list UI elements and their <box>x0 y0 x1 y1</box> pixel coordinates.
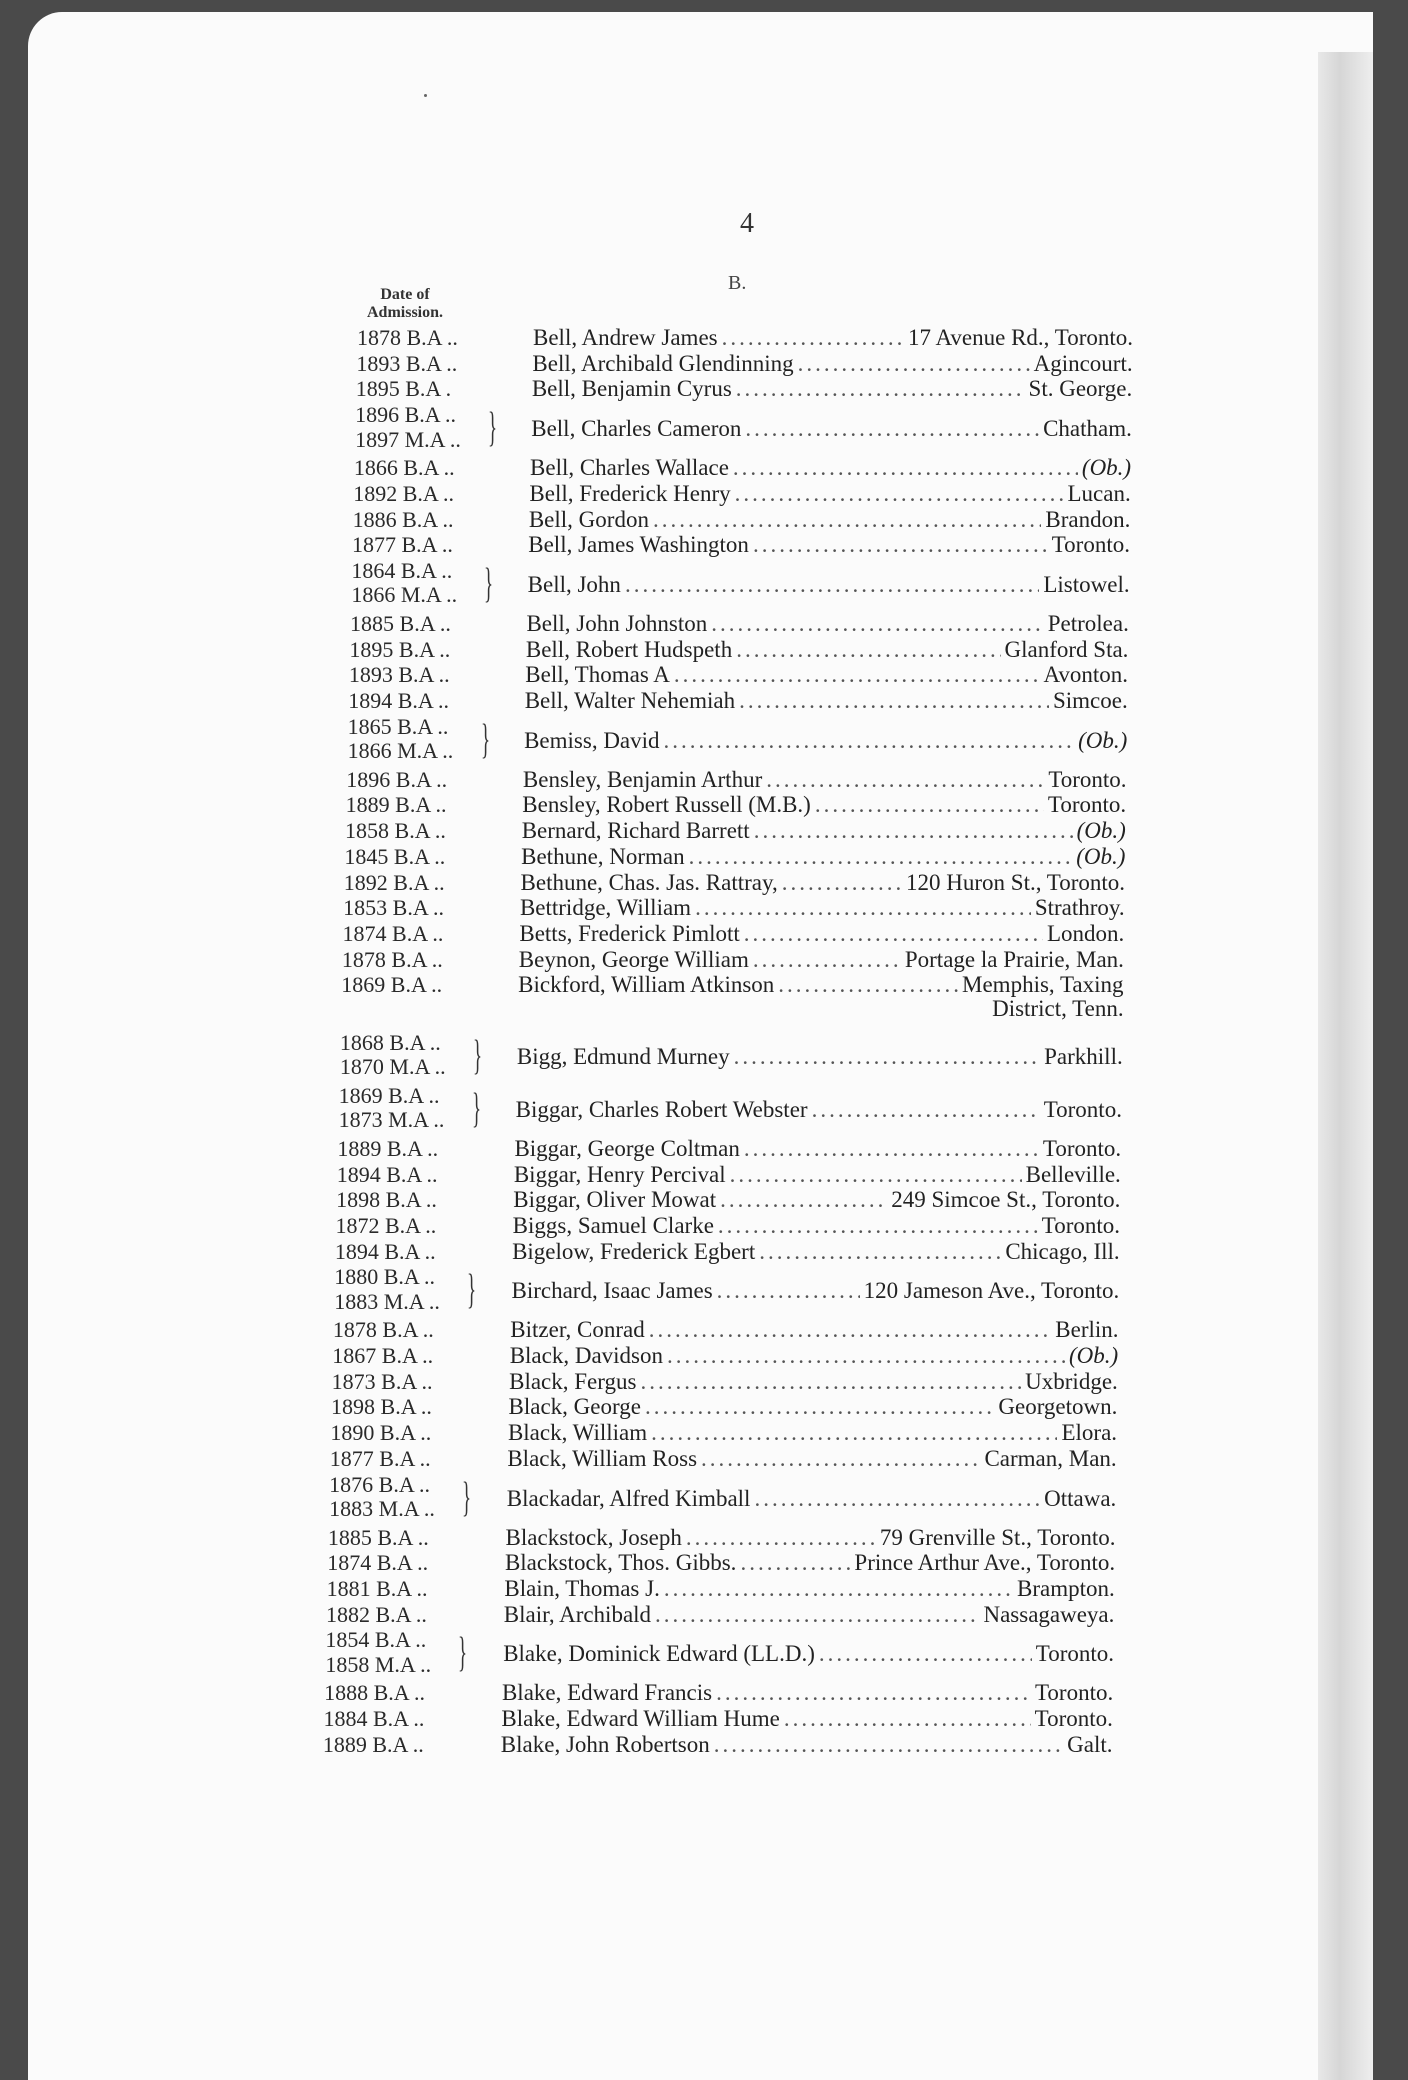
residence: 79 Grenville St., Toronto. <box>879 1524 1116 1550</box>
page-edge-shadow <box>1318 52 1373 2080</box>
admission-dates <box>336 1188 437 1213</box>
leader-dots <box>686 1525 876 1551</box>
residence: Strathroy. <box>1034 895 1125 921</box>
leader-dots <box>655 1602 979 1628</box>
admission-date: 1895 B.A .. <box>349 636 451 662</box>
admission-dates <box>343 896 444 921</box>
residence: Carman, Man. <box>984 1445 1117 1471</box>
leader-dots <box>718 1213 1038 1239</box>
leader-dots <box>740 1550 850 1576</box>
graduate-name: Bethune, Norman <box>521 843 685 869</box>
admission-date: 1890 B.A .. <box>330 1420 432 1446</box>
admission-dates <box>346 768 447 793</box>
admission-dates <box>327 1577 428 1602</box>
admission-date: 1866 M.A .. <box>347 738 454 764</box>
admission-date: 1888 B.A .. <box>324 1680 425 1706</box>
leader-dots <box>667 1343 1065 1369</box>
leader-dots <box>674 662 1040 688</box>
admission-dates <box>341 973 442 998</box>
admission-date: 1892 B.A .. <box>353 480 455 506</box>
leader-dots <box>736 637 1000 663</box>
residence: (Ob.) <box>1076 818 1126 844</box>
residence: Parkhill. <box>1044 1043 1123 1069</box>
entry-line <box>507 1486 1117 1512</box>
leader-dots <box>819 1641 1032 1667</box>
admission-dates <box>331 1395 432 1420</box>
admission-date: 1889 B.A .. <box>337 1135 439 1161</box>
admission-dates <box>329 1473 435 1522</box>
entry-line <box>531 416 1132 442</box>
graduate-name: Bell, John <box>527 571 621 597</box>
residence: (Ob.) <box>1068 1343 1119 1369</box>
leader-dots <box>717 1278 860 1304</box>
admission-date: 1853 B.A .. <box>343 895 445 921</box>
graduate-name: Bell, Frederick Henry <box>529 480 731 506</box>
residence: Georgetown. <box>998 1394 1118 1420</box>
admission-date: 1895 B.A . <box>355 376 452 402</box>
admission-date: 1881 B.A .. <box>326 1575 428 1601</box>
leader-dots <box>716 1680 1031 1706</box>
graduate-name: Blackadar, Alfred Kimball <box>506 1485 751 1511</box>
admission-date: 1893 B.A .. <box>348 662 450 688</box>
entry-line <box>522 792 1126 818</box>
graduate-name: Bell, Walter Nehemiah <box>524 688 736 713</box>
entry-line <box>517 1044 1123 1070</box>
entry-line <box>509 1394 1118 1420</box>
residence: (Ob.) <box>1078 727 1128 753</box>
admission-date: 1885 B.A .. <box>327 1524 429 1550</box>
leader-dots <box>784 1706 1031 1732</box>
graduate-name: Bell, Robert Hudspeth <box>525 636 733 662</box>
entry-line <box>504 1576 1114 1602</box>
graduate-name: Blair, Archibald <box>503 1601 652 1627</box>
admission-date: 1873 M.A .. <box>338 1107 445 1133</box>
admission-dates <box>353 508 454 533</box>
admission-date: 1885 B.A .. <box>350 610 451 636</box>
graduate-name: Black, George <box>508 1394 641 1420</box>
admission-date: 1872 B.A .. <box>335 1212 437 1238</box>
admission-dates <box>323 1707 424 1732</box>
graduate-name: Blake, John Robertson <box>500 1731 710 1757</box>
residence: Ottawa. <box>1044 1485 1117 1511</box>
entry-line <box>525 688 1128 714</box>
brace-icon: } <box>471 1085 481 1132</box>
entry-line <box>509 1369 1118 1395</box>
residence: (Ob.) <box>1081 455 1132 481</box>
graduate-name: Blake, Dominick Edward (LL.D.) <box>503 1641 815 1667</box>
graduate-name: Bigelow, Frederick Egbert <box>512 1238 756 1264</box>
leader-dots <box>753 947 901 973</box>
admission-date: 1869 B.A .. <box>338 1082 440 1108</box>
leader-dots <box>739 688 1049 714</box>
admission-date: 1894 B.A .. <box>348 688 450 713</box>
residence: Toronto. <box>1035 1641 1115 1667</box>
leader-dots <box>730 1162 1022 1188</box>
admission-date: 1889 B.A .. <box>322 1731 424 1757</box>
leader-dots <box>782 870 902 896</box>
entry-line <box>514 1136 1121 1162</box>
graduate-name: Biggar, Oliver Mowat <box>513 1187 717 1213</box>
leader-dots <box>722 325 904 351</box>
admission-dates <box>345 819 446 844</box>
leader-dots <box>812 1097 1040 1123</box>
admission-dates <box>356 352 457 377</box>
entry-line <box>514 1162 1121 1188</box>
entry-line <box>502 1680 1113 1706</box>
residence: Brampton. <box>1017 1575 1115 1601</box>
admission-date: 1898 B.A .. <box>336 1187 437 1213</box>
admission-dates <box>344 871 445 896</box>
admission-date: 1878 B.A .. <box>332 1317 434 1343</box>
admission-date: 1878 B.A .. <box>341 946 443 972</box>
admission-date: 1845 B.A .. <box>344 843 446 869</box>
admission-dates <box>357 326 458 351</box>
residence: Petrolea. <box>1047 610 1129 636</box>
graduate-name: Bettridge, William <box>519 895 692 921</box>
leader-dots <box>640 1369 1021 1395</box>
admission-date: 1880 B.A .. <box>334 1264 436 1290</box>
leader-dots <box>754 1486 1040 1512</box>
admission-dates <box>324 1681 425 1706</box>
paper-speck <box>424 94 427 97</box>
graduate-name: Bell, James Washington <box>528 532 749 558</box>
admission-dates <box>354 456 455 481</box>
graduate-name: Bell, Gordon <box>528 506 649 532</box>
entry-line <box>524 728 1127 754</box>
admission-dates <box>330 1421 431 1446</box>
residence: Galt. <box>1067 1731 1113 1757</box>
entry-line <box>529 481 1130 507</box>
section-letter: B. <box>728 272 747 294</box>
leader-dots <box>745 416 1039 442</box>
graduate-name: Birchard, Isaac James <box>511 1278 713 1304</box>
residence: Chicago, Ill. <box>1005 1238 1120 1264</box>
brace-icon: } <box>488 405 498 452</box>
leader-dots <box>753 532 1048 558</box>
admission-dates <box>353 482 454 507</box>
entry-line <box>512 1239 1120 1265</box>
leader-dots <box>711 611 1043 637</box>
leader-dots <box>744 1136 1039 1162</box>
admission-dates <box>332 1370 433 1395</box>
leader-dots <box>701 1446 980 1472</box>
residence: Toronto. <box>1047 792 1127 818</box>
graduate-name: Bitzer, Conrad <box>510 1317 645 1343</box>
leader-dots <box>733 455 1078 481</box>
admission-date: 1864 B.A .. <box>351 557 453 583</box>
graduate-name: Blackstock, Joseph <box>505 1524 682 1550</box>
residence: Listowel. <box>1043 571 1130 597</box>
graduate-name: Black, William <box>507 1420 648 1446</box>
leader-dots <box>815 792 1044 818</box>
admission-dates <box>342 948 443 973</box>
admission-dates <box>333 1318 434 1343</box>
graduate-name: Blake, Edward Francis <box>501 1680 713 1706</box>
admission-dates <box>350 612 451 637</box>
brace-icon: } <box>480 716 490 763</box>
graduate-name: Bell, Andrew James <box>533 325 718 350</box>
admission-dates <box>349 663 450 688</box>
entry-line <box>508 1420 1117 1446</box>
admission-date: 1896 B.A .. <box>355 402 456 428</box>
brace-icon: } <box>462 1474 472 1521</box>
admission-date: 1883 M.A .. <box>334 1288 440 1314</box>
admission-date: 1865 B.A .. <box>347 713 449 739</box>
graduate-name: Bemiss, David <box>524 727 660 753</box>
leader-dots <box>720 1187 887 1213</box>
entry-line <box>526 637 1129 663</box>
admission-date: 1897 M.A .. <box>355 426 461 452</box>
entry-line <box>522 818 1126 844</box>
admission-date: 1867 B.A .. <box>332 1343 434 1369</box>
admission-date: 1866 M.A .. <box>351 582 458 608</box>
admission-dates <box>334 1265 440 1314</box>
graduate-name: Bell, Charles Wallace <box>530 455 729 481</box>
entry-line <box>505 1550 1115 1576</box>
leader-dots <box>754 818 1073 844</box>
entry-line <box>501 1732 1113 1758</box>
brace-icon: } <box>458 1630 468 1677</box>
residence: Glanford Sta. <box>1004 636 1129 662</box>
brace-icon: } <box>484 560 494 607</box>
residence: Prince Arthur Ave., Toronto. <box>854 1550 1116 1576</box>
residence: Toronto. <box>1034 1706 1113 1732</box>
residence: Toronto. <box>1048 766 1127 792</box>
graduate-name: Beynon, George William <box>518 946 749 972</box>
entry-line <box>501 1706 1112 1732</box>
residence: Portage la Prairie, Man. <box>904 946 1124 972</box>
graduate-name: Black, Fergus <box>509 1368 637 1394</box>
admission-dates <box>348 715 454 764</box>
admission-date: 1877 B.A .. <box>329 1445 431 1471</box>
admission-date: 1894 B.A .. <box>336 1161 438 1187</box>
graduate-name: Biggs, Samuel Clarke <box>512 1212 714 1238</box>
graduate-name: Bensley, Robert Russell (M.B.) <box>522 792 811 818</box>
column-header-date-of-admission: Date of Admission. <box>366 286 444 321</box>
graduate-name: Blain, Thomas J. <box>504 1575 660 1601</box>
graduate-name: Bell, Archibald Glendinning <box>532 350 794 376</box>
leader-dots <box>798 351 1030 377</box>
admission-date: 1858 M.A .. <box>325 1651 432 1677</box>
residence: Berlin. <box>1055 1317 1119 1343</box>
admission-date: 1878 B.A .. <box>357 325 458 350</box>
admission-date: 1882 B.A .. <box>326 1601 427 1627</box>
admission-dates <box>328 1526 429 1551</box>
admission-date: 1896 B.A .. <box>346 766 448 792</box>
residence: London. <box>1047 920 1125 946</box>
admission-date: 1858 B.A .. <box>345 818 446 844</box>
admission-dates <box>355 403 461 452</box>
graduate-name: Bell, Thomas A <box>525 662 670 688</box>
leader-dots <box>653 507 1041 533</box>
entry-line <box>528 532 1130 558</box>
leader-dots <box>759 1239 1001 1265</box>
residence: Nassagaweya. <box>983 1601 1115 1627</box>
leader-dots <box>649 1317 1052 1343</box>
leader-dots <box>664 1576 1013 1602</box>
admission-dates <box>356 377 451 402</box>
entry-line <box>533 325 1133 351</box>
admission-dates <box>351 559 457 608</box>
leader-dots <box>744 921 1043 947</box>
residence: 120 Huron St., Toronto. <box>906 869 1126 895</box>
graduate-name: Black, Davidson <box>509 1343 663 1369</box>
residence: Toronto. <box>1042 1135 1122 1161</box>
residence-continuation: District, Tenn. <box>992 996 1124 1022</box>
residence: Toronto. <box>1051 532 1130 558</box>
admission-date: 1893 B.A .. <box>356 350 458 376</box>
admission-date: 1898 B.A .. <box>331 1394 432 1420</box>
admission-dates <box>339 1084 445 1133</box>
residence: Toronto. <box>1034 1680 1114 1706</box>
page-number: 4 <box>740 208 754 239</box>
admission-date: 1873 B.A .. <box>331 1368 433 1394</box>
residence: Chatham. <box>1043 416 1132 442</box>
admission-dates <box>325 1628 431 1677</box>
graduate-name: Bethune, Chas. Jas. Rattray, <box>520 869 778 895</box>
admission-date: 1889 B.A .. <box>345 792 447 818</box>
residence: Agincourt. <box>1033 350 1133 376</box>
admission-dates <box>348 689 449 714</box>
admission-dates <box>346 793 447 818</box>
entry-line <box>507 1446 1116 1472</box>
admission-date: 1892 B.A .. <box>343 869 445 895</box>
leader-dots <box>735 481 1064 507</box>
graduate-name: Bensley, Benjamin Arthur <box>522 766 763 792</box>
admission-dates <box>349 638 450 663</box>
entry-line <box>529 507 1131 533</box>
leader-dots <box>714 1732 1063 1758</box>
residence: 249 Simcoe St., Toronto. <box>891 1187 1121 1213</box>
graduate-name: Biggar, Charles Robert Webster <box>515 1096 808 1122</box>
residence: Simcoe. <box>1052 688 1128 713</box>
admission-dates <box>340 1031 446 1080</box>
entry-line <box>513 1187 1120 1213</box>
entry-line <box>523 767 1127 793</box>
entry-line <box>532 351 1132 377</box>
admission-date: 1886 B.A .. <box>352 506 454 532</box>
admission-dates <box>337 1137 438 1162</box>
graduate-name: Betts, Frederick Pimlott <box>519 920 740 946</box>
admission-date: 1894 B.A .. <box>334 1238 436 1264</box>
leader-dots <box>695 895 1031 921</box>
graduate-name: Bickford, William Atkinson <box>518 972 775 998</box>
entry-line <box>530 455 1131 481</box>
entry-line <box>518 972 1123 998</box>
entry-line <box>521 844 1125 870</box>
admission-date: 1876 B.A .. <box>329 1471 431 1497</box>
admission-date: 1884 B.A .. <box>323 1706 425 1732</box>
leader-dots <box>734 1044 1041 1070</box>
residence: Toronto. <box>1041 1212 1121 1238</box>
residence: Lucan. <box>1067 480 1131 506</box>
leader-dots <box>689 844 1073 870</box>
entry-line <box>512 1278 1120 1304</box>
entry-line <box>532 376 1132 402</box>
entry-line <box>506 1525 1116 1551</box>
residence: Elora. <box>1061 1420 1118 1446</box>
entry-line <box>503 1641 1114 1667</box>
graduate-name: Bigg, Edmund Murney <box>516 1043 730 1069</box>
leader-dots <box>736 376 1025 402</box>
graduate-name: Blake, Edward William Hume <box>501 1706 780 1732</box>
admission-dates <box>335 1214 436 1239</box>
graduate-name: Bell, Benjamin Cyrus <box>531 376 732 402</box>
admission-date: 1874 B.A .. <box>327 1550 429 1576</box>
residence: 17 Avenue Rd., Toronto. <box>908 325 1133 350</box>
admission-dates <box>332 1344 433 1369</box>
admission-date: 1869 B.A .. <box>341 972 443 998</box>
graduate-name: Bell, John Johnston <box>526 610 708 636</box>
entry-line <box>510 1343 1118 1369</box>
residence: Brandon. <box>1045 506 1131 532</box>
residence: Memphis, Taxing <box>962 972 1124 998</box>
admission-date: 1883 M.A .. <box>329 1496 435 1522</box>
leader-dots <box>778 972 958 998</box>
leader-dots <box>645 1394 994 1420</box>
residence: Uxbridge. <box>1025 1368 1118 1394</box>
entry-line <box>513 1213 1120 1239</box>
graduate-name: Blackstock, Thos. Gibbs. <box>504 1550 737 1576</box>
entry-line <box>510 1317 1118 1343</box>
admission-dates <box>323 1733 424 1758</box>
leader-dots <box>664 728 1075 754</box>
admission-date: 1854 B.A .. <box>325 1627 427 1653</box>
admission-dates <box>330 1447 431 1472</box>
admission-date: 1877 B.A .. <box>351 532 453 558</box>
admission-dates <box>344 845 445 870</box>
admission-date: 1868 B.A .. <box>339 1029 441 1055</box>
entry-line <box>519 947 1124 973</box>
residence: Belleville. <box>1025 1161 1121 1187</box>
entry-line <box>516 1097 1122 1123</box>
graduate-name: Biggar, George Coltman <box>514 1135 740 1161</box>
entry-line <box>504 1602 1115 1628</box>
admission-dates <box>352 533 453 558</box>
admission-date: 1874 B.A .. <box>342 920 444 946</box>
graduate-name: Black, William Ross <box>507 1445 698 1471</box>
admission-date: 1870 M.A .. <box>339 1054 446 1080</box>
admission-dates <box>327 1551 428 1576</box>
residence: St. George. <box>1028 376 1133 402</box>
brace-icon: } <box>472 1032 482 1079</box>
admission-dates <box>343 922 444 947</box>
entry-line <box>520 895 1125 921</box>
graduate-name: Biggar, Henry Percival <box>513 1161 726 1187</box>
graduate-name: Bernard, Richard Barrett <box>521 818 750 844</box>
leader-dots <box>651 1420 1057 1446</box>
residence: (Ob.) <box>1076 843 1126 869</box>
admission-dates <box>326 1603 427 1628</box>
residence: Avonton. <box>1043 662 1129 688</box>
residence: 120 Jameson Ave., Toronto. <box>863 1278 1120 1304</box>
brace-icon: } <box>467 1267 477 1314</box>
graduate-name: Bell, Charles Cameron <box>531 416 742 442</box>
entry-line <box>521 870 1126 896</box>
entry-line <box>528 572 1130 598</box>
entry-line <box>526 611 1128 637</box>
admission-dates <box>335 1240 436 1265</box>
admission-date: 1866 B.A .. <box>353 455 455 481</box>
entry-line <box>525 662 1128 688</box>
leader-dots <box>766 767 1044 793</box>
admission-dates <box>337 1163 438 1188</box>
leader-dots <box>625 572 1039 598</box>
residence: Toronto. <box>1043 1096 1122 1122</box>
entry-line <box>519 921 1124 947</box>
